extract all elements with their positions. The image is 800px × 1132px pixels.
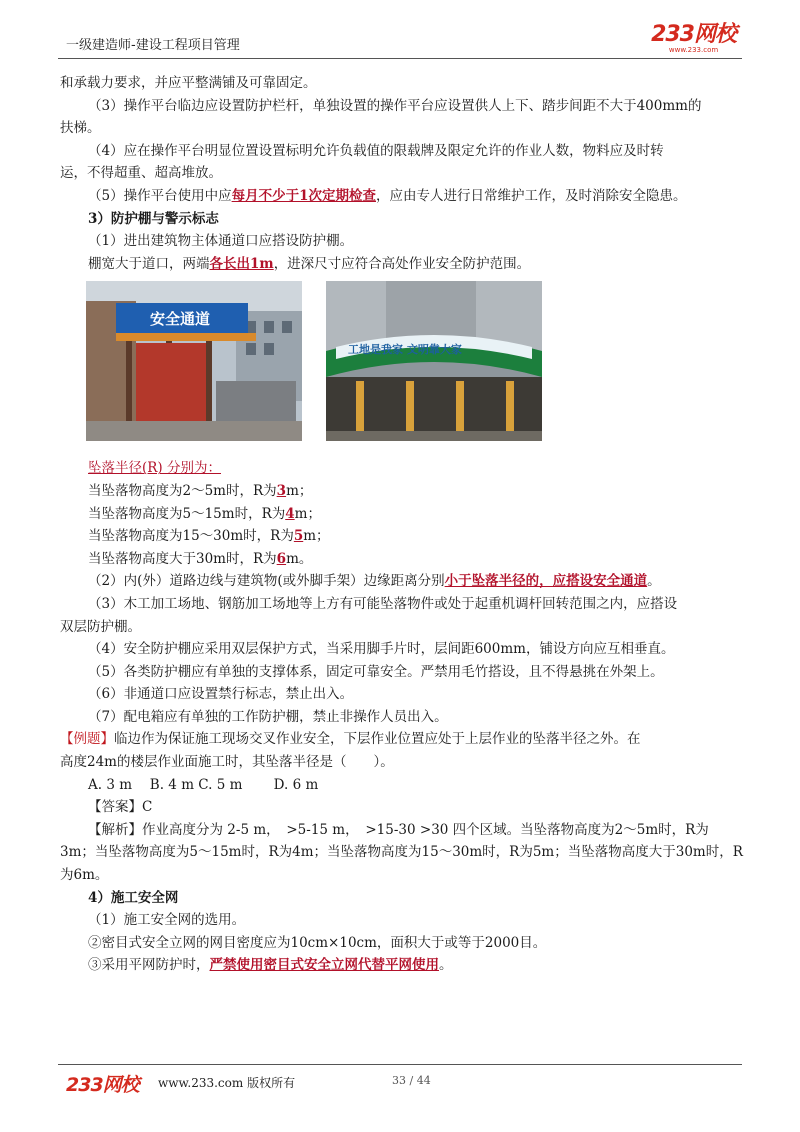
text-line: 当坠落物高度为2～5m时，R为3m； bbox=[88, 482, 313, 499]
text-line: （7）配电箱应有单独的工作防护棚，禁止非操作人员出入。 bbox=[88, 708, 448, 725]
highlight: 各长出1m bbox=[209, 255, 274, 272]
photo-row bbox=[86, 281, 748, 453]
footer-logo: 233网校 bbox=[66, 1074, 139, 1096]
brand-logo: 233网校 www.233.com bbox=[651, 22, 736, 54]
text-line: （3）操作平台临边应设置防护栏杆，单独设置的操作平台应设置供人上下、踏步间距不大于400mm的 bbox=[88, 97, 702, 114]
analysis-line: 3m；当坠落物高度为5～15m时，R为4m；当坠落物高度为15～30m时，R为5m；当坠落物高度大于30m时，R bbox=[60, 844, 743, 861]
text-line bbox=[88, 457, 748, 480]
analysis-line: 【解析】作业高度分为 2-5 m， >5-15 m， >15-30 >30 四个区域。当坠落物高度为2～5m时，R为 bbox=[88, 821, 709, 838]
text-line: 当坠落物高度为15～30m时，R为5m； bbox=[88, 528, 330, 545]
document-body bbox=[60, 72, 748, 977]
text-line: （3）木工加工场地、钢筋加工场地等上方有可能坠落物件或处于起重机调杆回转范围之内，应搭设 bbox=[88, 595, 678, 612]
example-question: 【例题】临边作为保证施工现场交叉作业安全，下层作业位置应处于上层作业的坠落半径之外。在 bbox=[60, 731, 641, 748]
page-header bbox=[58, 22, 742, 59]
text-line: （2）内(外）道路边线与建筑物(或外脚手架）边缘距离分别小于坠落半径的，应搭设安全通道。 bbox=[88, 573, 661, 590]
svg-text:安全通道: 安全通道 bbox=[150, 310, 211, 329]
text-line: （1）进出建筑物主体通道口应搭设防护棚。 bbox=[88, 233, 354, 250]
header-title: 一级建造师-建设工程项目管理 bbox=[66, 38, 240, 53]
highlight: 坠落半径(R) 分别为： bbox=[88, 460, 221, 477]
text-line: 当坠落物高度大于30m时，R为6m。 bbox=[88, 550, 313, 567]
section-heading: 4）施工安全网 bbox=[88, 889, 179, 906]
text-line: 和承载力要求，并应平整满铺及可靠固定。 bbox=[60, 75, 317, 91]
example-tag: 【例题】 bbox=[60, 731, 114, 748]
text-line: （5）操作平台使用中应每月不少于1次定期检查，应由专人进行日常维护工作，及时消除安全隐患。 bbox=[88, 187, 687, 204]
svg-text:工地是我家 文明靠大家: 工地是我家 文明靠大家 bbox=[348, 343, 462, 357]
text-line: 当坠落物高度为5～15m时，R为4m； bbox=[88, 505, 321, 522]
answer-options: A. 3 m B. 4 m C. 5 m D. 6 m bbox=[88, 776, 319, 793]
text-line: ③采用平网防护时，严禁使用密目式安全立网代替平网使用。 bbox=[88, 957, 453, 974]
text-line: 双层防护棚。 bbox=[60, 618, 141, 635]
text-line: （4）安全防护棚应采用双层保护方式，当采用脚手片时，层间距600mm，铺设方向应互相垂直。 bbox=[88, 641, 675, 658]
page-number: 33 / 44 bbox=[392, 1074, 431, 1087]
text-line: 高度24m的楼层作业面施工时，其坠落半径是（ ）。 bbox=[60, 754, 394, 771]
highlight: 严禁使用密目式安全立网代替平网使用 bbox=[209, 957, 439, 974]
page-footer bbox=[58, 1064, 742, 1095]
text-line: 运，不得超重、超高堆放。 bbox=[60, 165, 222, 182]
section-heading: 3）防护棚与警示标志 bbox=[88, 210, 219, 227]
text-line: 扶梯。 bbox=[60, 120, 101, 137]
text-line: 棚宽大于道口，两端各长出1m，进深尺寸应符合高处作业安全防护范围。 bbox=[88, 255, 531, 272]
text-line: （1）施工安全网的选用。 bbox=[88, 912, 246, 929]
answer-line: 【答案】C bbox=[88, 799, 153, 816]
protection-shed-photo bbox=[326, 281, 542, 441]
footer-site: www.233.com 版权所有 bbox=[158, 1076, 296, 1090]
text-line: （6）非通道口应设置禁行标志，禁止出入。 bbox=[88, 686, 354, 703]
text-line: （5）各类防护棚应有单独的支撑体系，固定可靠安全。严禁用毛竹搭设，且不得悬挑在外架上。 bbox=[88, 663, 664, 680]
text-line: （4）应在操作平台明显位置设置标明允许负载值的限载牌及限定允许的作业人数，物料应及时转 bbox=[88, 142, 664, 159]
text-line: ②密目式安全立网的网目密度应为10cm×10cm，面积大于或等于2000目。 bbox=[88, 934, 547, 951]
highlight: 每月不少于1次定期检查 bbox=[231, 187, 376, 204]
highlight: 小于坠落半径的，应搭设安全通道 bbox=[444, 573, 648, 590]
analysis-line: 为6m。 bbox=[60, 867, 109, 884]
safety-passage-photo bbox=[86, 281, 302, 441]
